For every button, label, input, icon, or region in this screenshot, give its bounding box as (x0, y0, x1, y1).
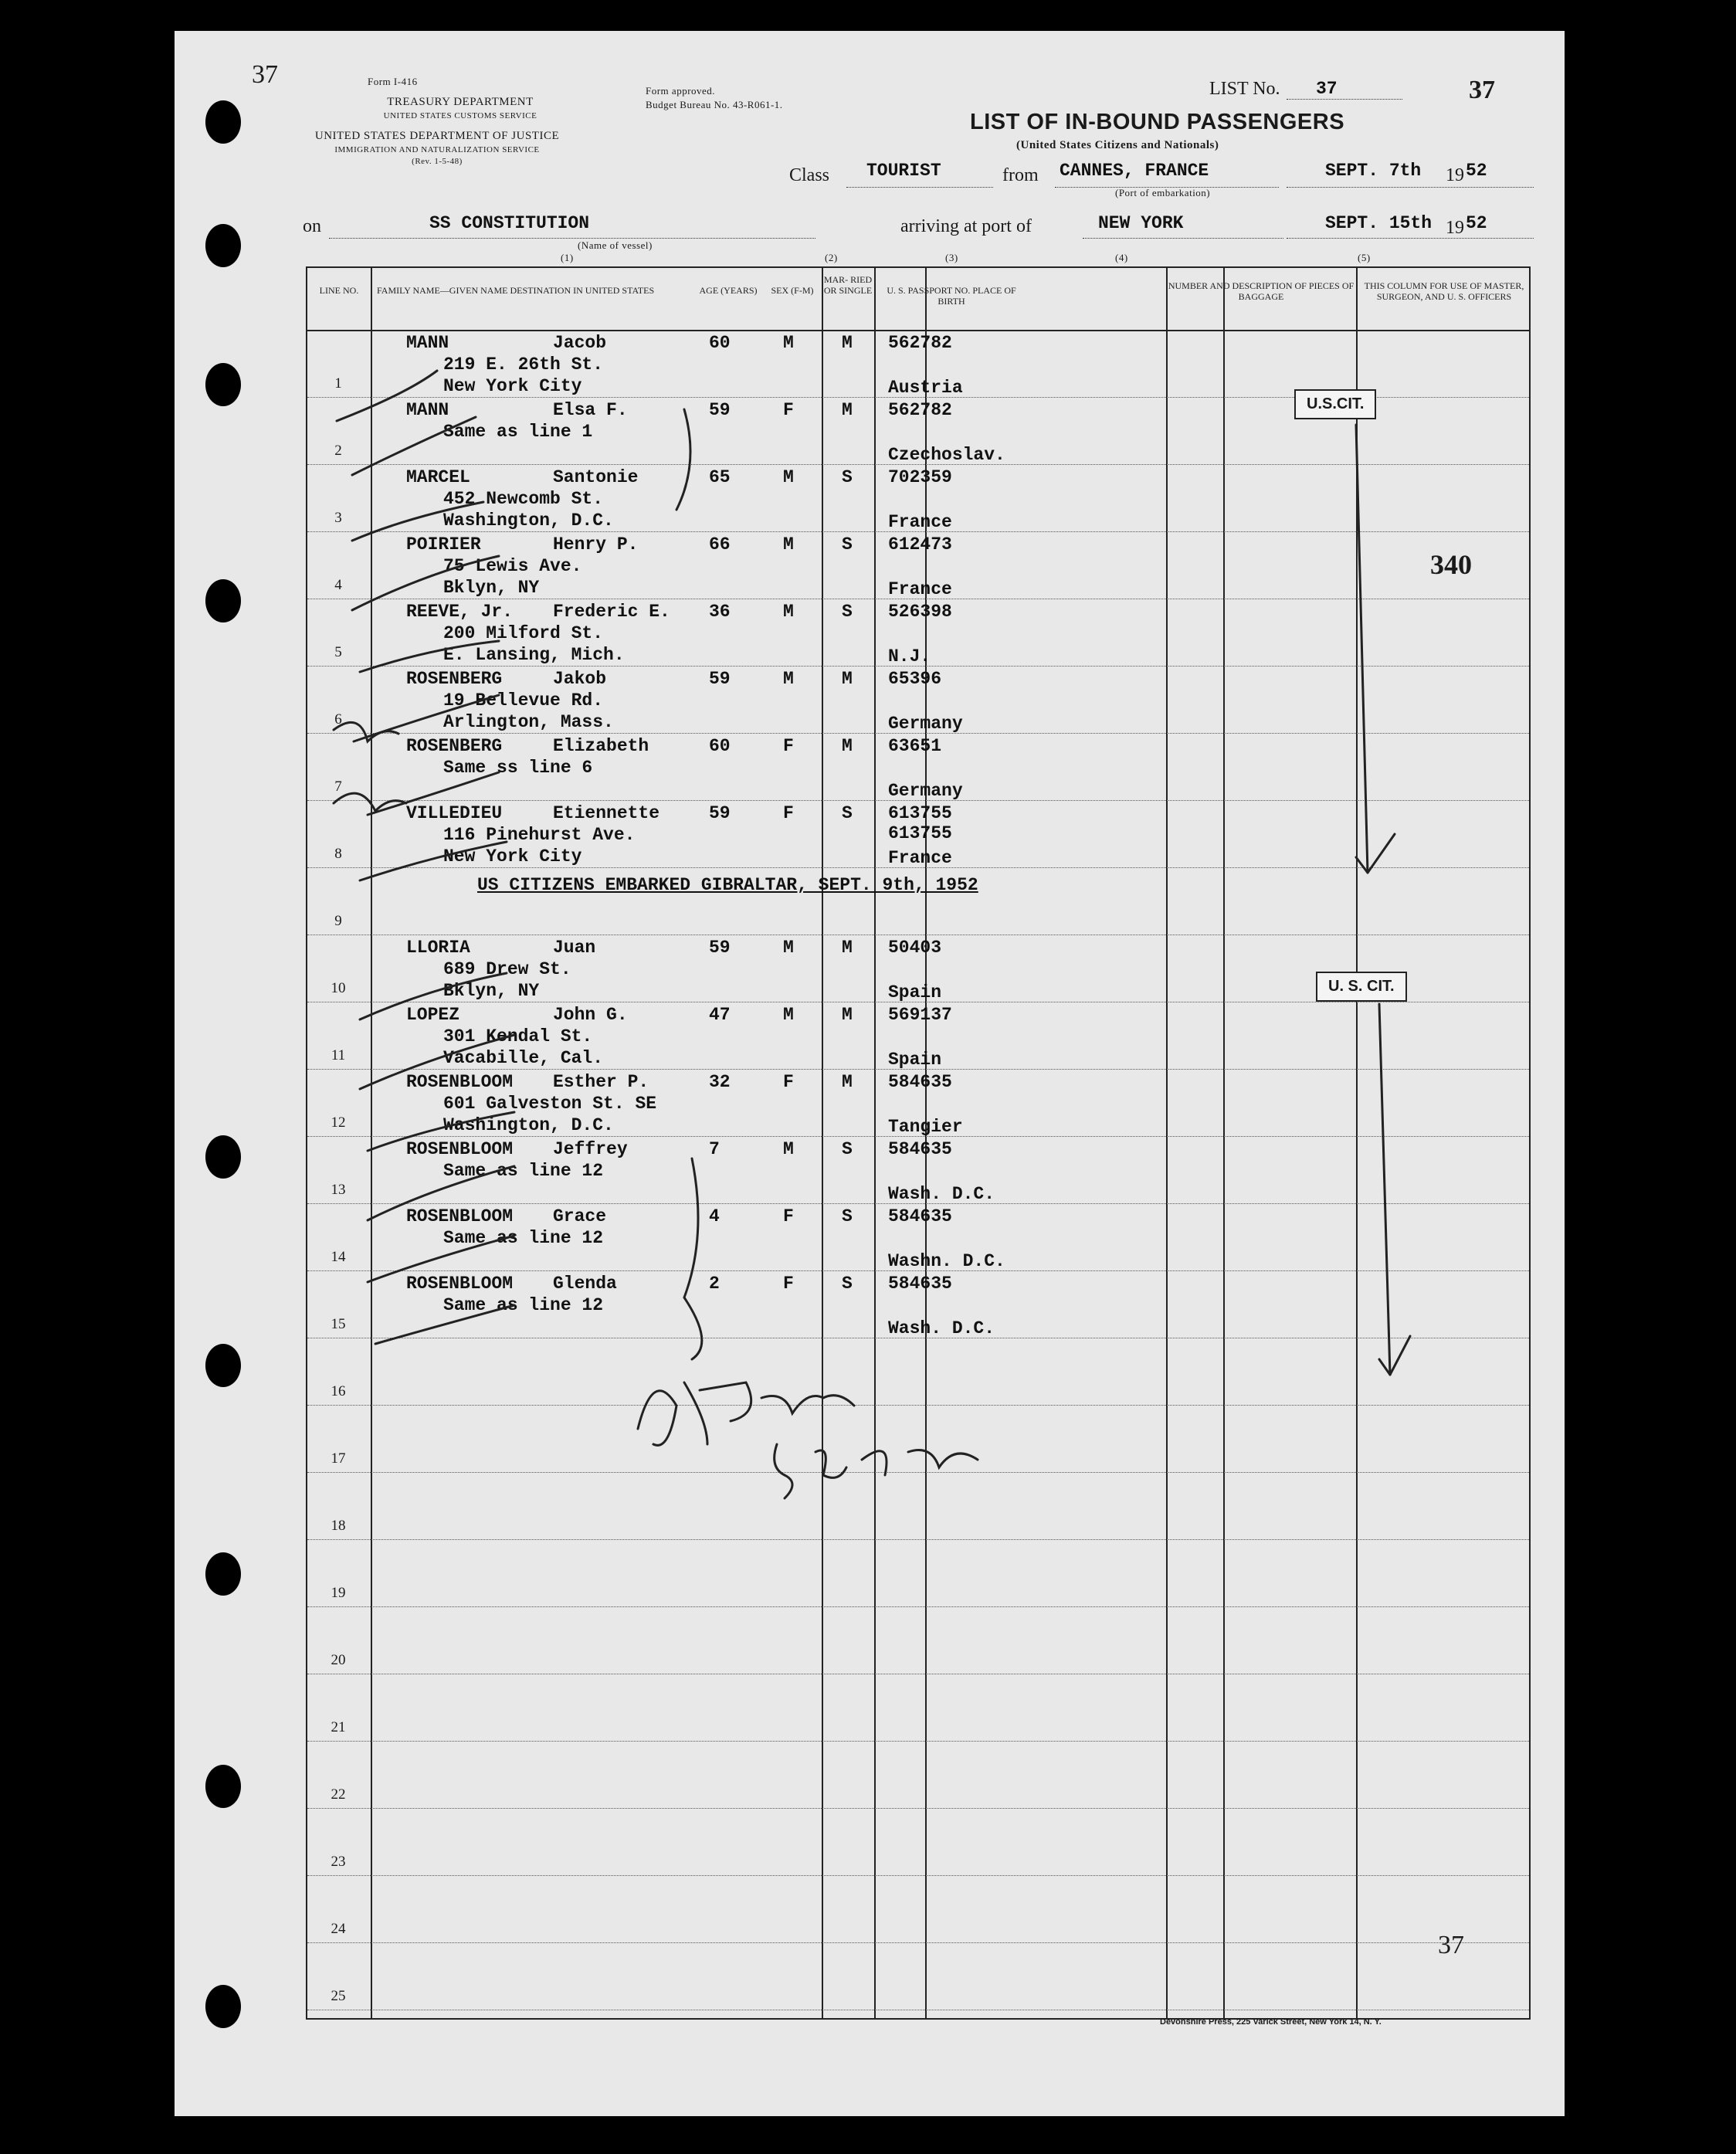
family-name: VILLEDIEU (406, 803, 503, 823)
col-header-name: FAMILY NAME—GIVEN NAME DESTINATION IN UNITED STATES (377, 285, 655, 296)
sex-value: M (783, 938, 794, 958)
address-line: Washington, D.C. (443, 511, 614, 531)
line-number: 9 (334, 913, 342, 929)
address-line: Bklyn, NY (443, 578, 540, 598)
arrival-port: NEW YORK (1098, 213, 1184, 233)
sex-value: F (783, 803, 794, 823)
passport-number: 526398 (888, 602, 952, 622)
line-number: 12 (331, 1114, 346, 1131)
line-number: 15 (331, 1316, 346, 1332)
sex-value: F (783, 1206, 794, 1226)
given-name: John G. (553, 1005, 628, 1025)
passport-number: 569137 (888, 1005, 952, 1025)
given-name: Grace (553, 1206, 607, 1226)
line-number: 14 (331, 1249, 346, 1265)
age-value: 7 (709, 1139, 720, 1159)
line-number: 17 (331, 1450, 346, 1467)
marital-value: M (842, 938, 853, 958)
address-line: 601 Galveston St. SE (443, 1094, 657, 1114)
birth-place: Washn. D.C. (888, 1251, 1005, 1271)
vessel-caption: (Name of vessel) (578, 239, 653, 251)
col-number-1: (1) (561, 252, 574, 263)
marital-value: S (842, 803, 853, 823)
given-name: Glenda (553, 1274, 617, 1294)
age-value: 60 (709, 333, 731, 353)
address-line: 200 Milford St. (443, 623, 604, 643)
address-line: Bklyn, NY (443, 981, 540, 1001)
sex-value: M (783, 467, 794, 487)
address-line: Same as line 12 (443, 1161, 604, 1181)
line-number: 13 (331, 1182, 346, 1198)
family-name: ROSENBERG (406, 736, 503, 756)
age-value: 36 (709, 602, 731, 622)
col-header-baggage: NUMBER AND DESCRIPTION OF PIECES OF BAGGAGE (1168, 280, 1355, 302)
marital-value: M (842, 736, 853, 756)
passport-number: 613755 (888, 823, 952, 843)
line-number: 4 (334, 577, 342, 593)
from-value: CANNES, FRANCE (1060, 161, 1209, 181)
passport-number: 63651 (888, 736, 942, 756)
col-number-2: (2) (825, 252, 838, 263)
on-label: on (303, 216, 321, 236)
birth-place: France (888, 579, 952, 599)
family-name: POIRIER (406, 534, 481, 555)
address-line: E. Lansing, Mich. (443, 645, 625, 665)
address-line: Arlington, Mass. (443, 712, 614, 732)
family-name: ROSENBLOOM (406, 1206, 514, 1226)
corner-number-bottom: 37 (1438, 1931, 1464, 1959)
marital-value: S (842, 467, 853, 487)
birth-place: Austria (888, 378, 963, 398)
passport-number: 65396 (888, 669, 942, 689)
form-approved: Form approved. (646, 85, 716, 97)
ins-service: IMMIGRATION AND NATURALIZATION SERVICE (334, 145, 540, 154)
vessel-name: SS CONSTITUTION (429, 213, 590, 233)
passport-number: 50403 (888, 938, 942, 958)
line-number: 1 (334, 375, 342, 392)
list-no-value: 37 (1316, 79, 1338, 99)
sex-value: M (783, 534, 794, 555)
address-line: Same ss line 6 (443, 758, 593, 778)
age-value: 4 (709, 1206, 720, 1226)
line-number: 2 (334, 443, 342, 459)
address-line: Same as line 1 (443, 422, 593, 442)
family-name: MANN (406, 400, 449, 420)
family-name: ROSENBLOOM (406, 1274, 514, 1294)
line-number: 16 (331, 1383, 346, 1399)
passport-number: 562782 (888, 400, 952, 420)
us-citizen-stamp: U.S.CIT. (1294, 389, 1376, 419)
depart-year-prefix: 19 (1446, 165, 1464, 185)
address-line: New York City (443, 846, 582, 867)
col-header-sex: SEX (F-M) (771, 285, 814, 296)
line-number: 8 (334, 846, 342, 862)
family-name: REEVE, Jr. (406, 602, 514, 622)
age-value: 60 (709, 736, 731, 756)
budget-bureau: Budget Bureau No. 43-R061-1. (646, 99, 783, 110)
col-header-age: AGE (YEARS) (699, 285, 758, 296)
class-label: Class (789, 165, 830, 185)
given-name: Elizabeth (553, 736, 649, 756)
marital-value: M (842, 1005, 853, 1025)
family-name: ROSENBLOOM (406, 1139, 514, 1159)
given-name: Frederic E. (553, 602, 670, 622)
justice-dept: UNITED STATES DEPARTMENT OF JUSTICE (314, 130, 560, 142)
address-line: Same as line 12 (443, 1228, 604, 1248)
us-citizen-stamp: U. S. CIT. (1316, 972, 1407, 1002)
col-number-3: (3) (945, 252, 958, 263)
family-name: ROSENBERG (406, 669, 503, 689)
line-number: 23 (331, 1854, 346, 1870)
handwritten-marks (175, 31, 1565, 2116)
given-name: Jeffrey (553, 1139, 628, 1159)
line-number: 25 (331, 1988, 346, 2004)
arrive-date: SEPT. 15th (1325, 213, 1433, 233)
birth-place: Germany (888, 781, 963, 801)
address-line: 301 Kendal St. (443, 1026, 593, 1046)
address-line: New York City (443, 376, 582, 396)
given-name: Jacob (553, 333, 607, 353)
line-number: 22 (331, 1786, 346, 1803)
line-number: 5 (334, 644, 342, 660)
passport-number: 584635 (888, 1139, 952, 1159)
family-name: MARCEL (406, 467, 470, 487)
address-line: Washington, D.C. (443, 1115, 614, 1135)
col-header-officers: THIS COLUMN FOR USE OF MASTER, SURGEON, AND U. S. OFFICERS (1364, 280, 1524, 302)
arriving-label: arriving at port of (900, 216, 1032, 236)
form-subtitle: (United States Citizens and Nationals) (1016, 139, 1219, 151)
marital-value: S (842, 1206, 853, 1226)
birth-place: Germany (888, 714, 963, 734)
birth-place: Tangier (888, 1117, 963, 1137)
address-line: Same as line 12 (443, 1295, 604, 1315)
age-value: 59 (709, 400, 731, 420)
arrive-year-prefix: 19 (1446, 218, 1464, 238)
passport-number: 562782 (888, 333, 952, 353)
birth-place: Spain (888, 1050, 942, 1070)
line-number: 20 (331, 1652, 346, 1668)
address-line: 19 Bellevue Rd. (443, 690, 604, 711)
depart-date: SEPT. 7th (1325, 161, 1422, 181)
sex-value: M (783, 669, 794, 689)
marital-value: S (842, 602, 853, 622)
sex-value: F (783, 1274, 794, 1294)
birth-place: France (888, 512, 952, 532)
from-label: from (1002, 165, 1039, 185)
address-line: 689 Drew St. (443, 959, 571, 979)
age-value: 59 (709, 803, 731, 823)
marital-value: M (842, 669, 853, 689)
birth-place: Czechoslav. (888, 445, 1005, 465)
address-line: Vacabille, Cal. (443, 1048, 604, 1068)
col-header-married: MAR- RIED OR SINGLE (823, 274, 873, 296)
age-value: 65 (709, 467, 731, 487)
family-name: LOPEZ (406, 1005, 460, 1025)
age-value: 59 (709, 938, 731, 958)
line-number: 21 (331, 1719, 346, 1735)
address-line: 75 Lewis Ave. (443, 556, 582, 576)
marital-value: S (842, 534, 853, 555)
age-value: 47 (709, 1005, 731, 1025)
line-number: 10 (331, 980, 346, 996)
corner-number-left: 37 (252, 60, 278, 89)
family-name: ROSENBLOOM (406, 1072, 514, 1092)
sex-value: F (783, 736, 794, 756)
line-number: 11 (331, 1047, 346, 1063)
given-name: Elsa F. (553, 400, 628, 420)
sex-value: F (783, 1072, 794, 1092)
age-value: 59 (709, 669, 731, 689)
arrive-year: 52 (1466, 213, 1487, 233)
passport-number: 613755 (888, 803, 952, 823)
given-name: Santonie (553, 467, 639, 487)
line-number: 6 (334, 711, 342, 728)
passport-number: 612473 (888, 534, 952, 555)
family-name: LLORIA (406, 938, 470, 958)
passport-number: 702359 (888, 467, 952, 487)
line-number: 3 (334, 510, 342, 526)
birth-place: N.J. (888, 646, 931, 667)
address-line: 116 Pinehurst Ave. (443, 825, 636, 845)
address-line: 219 E. 26th St. (443, 354, 604, 375)
sex-value: M (783, 602, 794, 622)
class-value: TOURIST (866, 161, 941, 181)
manifest-page (175, 31, 1565, 2116)
sex-value: M (783, 1139, 794, 1159)
form-title: LIST OF IN-BOUND PASSENGERS (970, 110, 1345, 134)
birth-place: Wash. D.C. (888, 1184, 995, 1204)
printer-imprint: Devonshire Press, 225 Varick Street, New York 14, N. Y. (1160, 2017, 1382, 2027)
given-name: Juan (553, 938, 596, 958)
line-number: 18 (331, 1518, 346, 1534)
sex-value: M (783, 1005, 794, 1025)
col-header-line: LINE NO. (319, 285, 359, 296)
birth-place: France (888, 848, 952, 868)
from-caption: (Port of embarkation) (1115, 187, 1211, 198)
marital-value: M (842, 400, 853, 420)
col-number-5: (5) (1358, 252, 1371, 263)
depart-year: 52 (1466, 161, 1487, 181)
section-heading: US CITIZENS EMBARKED GIBRALTAR, SEPT. 9th, 1952 (477, 875, 978, 895)
passport-number: 584635 (888, 1206, 952, 1226)
marital-value: M (842, 333, 853, 353)
treasury-dept: TREASURY DEPARTMENT (387, 96, 534, 108)
sex-value: F (783, 400, 794, 420)
corner-number-right: 37 (1469, 76, 1495, 104)
line-number: 24 (331, 1921, 346, 1937)
form-number: Form I-416 (368, 76, 418, 87)
given-name: Etiennette (553, 803, 660, 823)
marital-value: S (842, 1274, 853, 1294)
address-line: 452 Newcomb St. (443, 489, 604, 509)
passport-number: 584635 (888, 1274, 952, 1294)
sex-value: M (783, 333, 794, 353)
customs-service: UNITED STATES CUSTOMS SERVICE (383, 111, 537, 120)
marital-value: M (842, 1072, 853, 1092)
given-name: Henry P. (553, 534, 639, 555)
age-value: 32 (709, 1072, 731, 1092)
birth-place: Spain (888, 982, 942, 1002)
col-header-passport: U. S. PASSPORT NO. PLACE OF BIRTH (887, 285, 1016, 307)
list-no-label: LIST No. (1209, 79, 1280, 99)
col-number-4: (4) (1115, 252, 1128, 263)
family-name: MANN (406, 333, 449, 353)
given-name: Jakob (553, 669, 607, 689)
given-name: Esther P. (553, 1072, 649, 1092)
age-value: 2 (709, 1274, 720, 1294)
marital-value: S (842, 1139, 853, 1159)
officer-number: 340 (1430, 549, 1472, 580)
birth-place: Wash. D.C. (888, 1318, 995, 1338)
line-number: 19 (331, 1585, 346, 1601)
age-value: 66 (709, 534, 731, 555)
line-number: 7 (334, 778, 342, 795)
revision: (Rev. 1-5-48) (412, 157, 463, 166)
passport-number: 584635 (888, 1072, 952, 1092)
